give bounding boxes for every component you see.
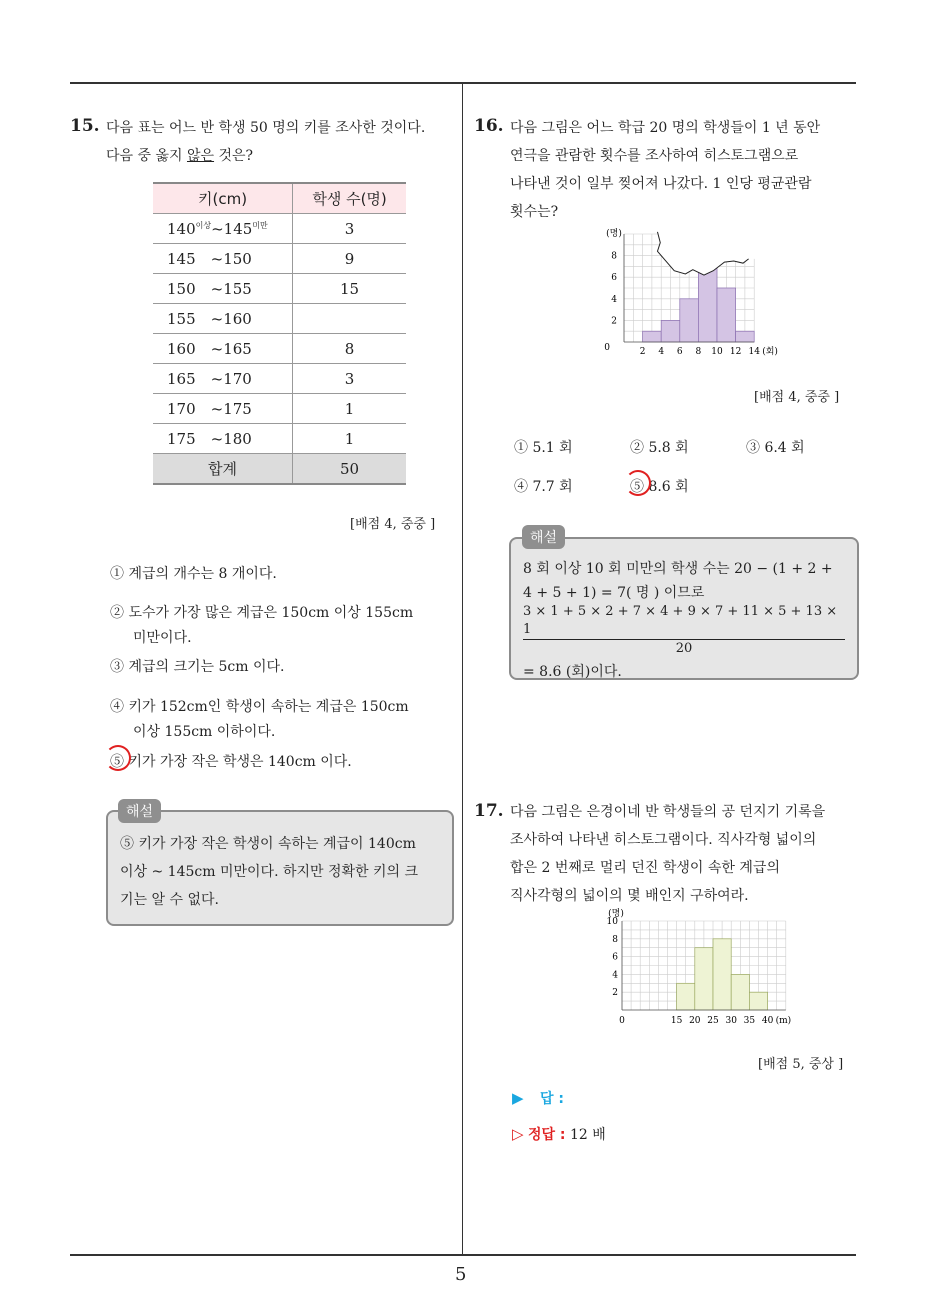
y-tick-label: 8 — [612, 934, 618, 945]
q15-solution-text — [120, 830, 418, 914]
table-header-count: 학생 수(명) — [293, 183, 406, 214]
range-sup-lt: 미만 — [252, 220, 268, 230]
table-cell-range — [153, 214, 293, 244]
histogram-bar — [713, 939, 731, 1010]
q16-solution-line: 4 + 5 + 1) = 7( 명 ) 이므로 — [523, 585, 705, 601]
y-tick-label: 2 — [611, 316, 617, 327]
q15-option-3[interactable]: ③ 계급의 크기는 5cm 이다. — [110, 659, 285, 675]
page-number: 5 — [455, 1264, 467, 1285]
q17-number: 17. — [474, 801, 504, 821]
table-header-height: 키(cm) — [153, 183, 293, 214]
q15-score: [배점 4, 중중 ] — [350, 517, 436, 532]
table-row — [153, 334, 406, 364]
x-tick-label: 20 — [689, 1016, 701, 1026]
table-cell-count: 3 — [293, 364, 406, 394]
histogram-bar — [749, 992, 767, 1010]
table-cell-range: 170 ~175 — [153, 394, 293, 424]
table-total-label: 합계 — [153, 454, 293, 485]
x-tick-label: 12 — [729, 347, 742, 357]
histogram-bar — [698, 266, 717, 342]
table-cell-range: 155 ~160 — [153, 304, 293, 334]
q15-option-1[interactable]: ① 계급의 개수는 8 개이다. — [110, 566, 277, 582]
q17-question — [510, 798, 825, 910]
q16-question — [510, 114, 820, 226]
x-unit-label: (m) — [775, 1016, 792, 1026]
height-frequency-table — [153, 182, 406, 485]
q16-line: 횟수는? — [510, 204, 559, 220]
histogram-bar — [717, 288, 736, 342]
table-cell-count: 1 — [293, 424, 406, 454]
origin-label: 0 — [604, 343, 610, 353]
q16-option-2[interactable]: ② 5.8 회 — [630, 440, 689, 456]
q15-option-2[interactable]: ② 도수가 가장 많은 계급은 150cm 이상 155cm — [110, 605, 414, 621]
table-row — [153, 274, 406, 304]
column-divider — [462, 84, 463, 1254]
q16-solution-fraction — [523, 603, 845, 658]
origin-label: 0 — [619, 1016, 625, 1026]
q17-correct-row — [512, 1124, 606, 1144]
q17-histogram — [600, 905, 792, 1030]
q15-number: 15. — [70, 116, 100, 136]
table-row — [153, 214, 406, 244]
q16-answer-mark-circle — [625, 470, 651, 496]
q15-line2-a: 다음 중 옳지 — [106, 148, 187, 164]
table-cell-range: 145 ~150 — [153, 244, 293, 274]
q15-solution-line: 기는 알 수 없다. — [120, 892, 219, 908]
y-tick-label: 6 — [612, 952, 618, 963]
q16-solution-box — [509, 537, 859, 680]
fraction-denominator: 20 — [675, 641, 693, 656]
x-tick-label: 15 — [670, 1016, 683, 1026]
table-row — [153, 364, 406, 394]
table-row — [153, 424, 406, 454]
x-tick-label: 14 — [748, 347, 760, 357]
histogram-bar — [643, 331, 662, 342]
x-tick-label: 6 — [676, 347, 683, 357]
q16-solution-text — [523, 555, 845, 686]
y-tick-label: 2 — [612, 988, 618, 999]
histogram-bar — [677, 983, 695, 1010]
y-tick-label: 4 — [612, 970, 618, 981]
table-header-row — [153, 183, 406, 214]
x-tick-label: 8 — [695, 347, 702, 357]
y-tick-label: 10 — [606, 917, 618, 927]
bottom-rule — [70, 1254, 856, 1256]
q17-line: 다음 그림은 은경이네 반 학생들의 공 던지기 기록을 — [510, 804, 826, 820]
y-tick-label: 8 — [611, 251, 617, 262]
table-cell-range: 175 ~180 — [153, 424, 293, 454]
range-end: ~145 — [211, 219, 253, 238]
x-tick-label: 2 — [639, 347, 646, 357]
q16-score: [배점 4, 중중 ] — [754, 390, 840, 405]
q16-solution-line: 8 회 이상 10 회 미만의 학생 수는 20 − (1 + 2 + — [523, 561, 833, 577]
x-tick-label: 40 — [761, 1016, 774, 1026]
q17-correct-label: 정답 : — [528, 1127, 566, 1143]
x-tick-label: 4 — [658, 347, 665, 357]
table-cell-range: 165 ~170 — [153, 364, 293, 394]
x-tick-label: 35 — [743, 1016, 756, 1026]
q17-answer-label: 답 : — [540, 1091, 564, 1107]
table-row — [153, 244, 406, 274]
table-row — [153, 394, 406, 424]
q17-correct-value: 12 배 — [569, 1127, 606, 1143]
q15-answer-mark-circle — [105, 745, 131, 771]
q15-solution-line: 이상 ~ 145cm 미만이다. 하지만 정확한 키의 크 — [120, 864, 419, 880]
q15-option-5[interactable]: ⑤ 키가 가장 작은 학생은 140cm 이다. — [110, 754, 352, 770]
play-icon: ▶ — [512, 1089, 524, 1107]
q17-line: 조사하여 나타낸 히스토그램이다. 직사각형 넓이의 — [510, 832, 817, 848]
histogram-bar — [695, 948, 713, 1010]
table-cell-range: 160 ~165 — [153, 334, 293, 364]
q15-line2 — [106, 142, 425, 170]
q15-option-4-cont: 이상 155cm 이하이다. — [133, 724, 276, 740]
x-unit-label: (회) — [762, 347, 778, 357]
q15-solution-tag: 해설 — [118, 799, 161, 823]
y-tick-label: 6 — [611, 273, 617, 284]
table-cell-count: 1 — [293, 394, 406, 424]
histogram-bar — [736, 331, 755, 342]
q17-line: 합은 2 번째로 멀리 던진 학생이 속한 계급의 — [510, 860, 780, 876]
q16-line: 연극을 관람한 횟수를 조사하여 히스토그램으로 — [510, 148, 799, 164]
q16-histogram — [590, 230, 790, 360]
y-unit-label: (명) — [608, 909, 624, 919]
q16-solution-line: = 8.6 (회)이다. — [523, 664, 622, 680]
range-sup-ge: 이상 — [195, 220, 212, 230]
fraction-numerator: 3 × 1 + 5 × 2 + 7 × 4 + 9 × 7 + 11 × 5 + 13 × 1 — [523, 603, 845, 640]
y-unit-label: (명) — [606, 229, 622, 239]
x-tick-label: 30 — [725, 1016, 737, 1026]
q16-option-3[interactable]: ③ 6.4 회 — [746, 440, 805, 456]
table-row — [153, 304, 406, 334]
q15-line2-b: 것은? — [214, 148, 254, 164]
q16-option-1[interactable]: ① 5.1 회 — [514, 440, 573, 456]
q15-line1: 다음 표는 어느 반 학생 50 명의 키를 조사한 것이다. — [106, 120, 426, 136]
range-start: 140 — [167, 219, 196, 238]
play-outline-icon: ▷ — [512, 1125, 524, 1143]
q16-option-4[interactable]: ④ 7.7 회 — [514, 479, 573, 495]
table-cell-count: 9 — [293, 244, 406, 274]
q17-score: [배점 5, 중상 ] — [758, 1057, 844, 1072]
histogram-bar — [680, 299, 699, 342]
q15-question — [106, 114, 425, 170]
y-tick-label: 4 — [611, 294, 617, 305]
table-total-row — [153, 454, 406, 485]
q16-option-5[interactable]: ⑤ 8.6 회 — [630, 479, 689, 495]
table-cell-count: 15 — [293, 274, 406, 304]
q15-option-4[interactable]: ④ 키가 152cm인 학생이 속하는 계급은 150cm — [110, 699, 409, 715]
q15-line2-underlined: 않은 — [186, 148, 215, 164]
q16-number: 16. — [474, 116, 504, 136]
q15-solution-box — [106, 810, 454, 926]
q16-line: 다음 그림은 어느 학급 20 명의 학생들이 1 년 동안 — [510, 120, 821, 136]
table-cell-range: 150 ~155 — [153, 274, 293, 304]
table-total-value: 50 — [293, 454, 406, 485]
histogram-bar — [731, 974, 749, 1010]
x-tick-label: 10 — [711, 347, 723, 357]
top-rule — [70, 82, 856, 84]
q16-line: 나타낸 것이 일부 찢어져 나갔다. 1 인당 평균관람 — [510, 176, 812, 192]
table-cell-count: 3 — [293, 214, 406, 244]
q17-line: 직사각형의 넓이의 몇 배인지 구하여라. — [510, 888, 749, 904]
q15-option-2-cont: 미만이다. — [133, 630, 192, 646]
q15-solution-line: ⑤ 키가 가장 작은 학생이 속하는 계급이 140cm — [120, 836, 416, 852]
histogram-bar — [661, 320, 680, 342]
q16-solution-tag: 해설 — [522, 525, 565, 549]
q17-answer-row — [512, 1088, 564, 1108]
table-cell-count — [293, 304, 406, 334]
torn-area — [657, 223, 763, 275]
x-tick-label: 25 — [707, 1016, 719, 1026]
table-cell-count: 8 — [293, 334, 406, 364]
